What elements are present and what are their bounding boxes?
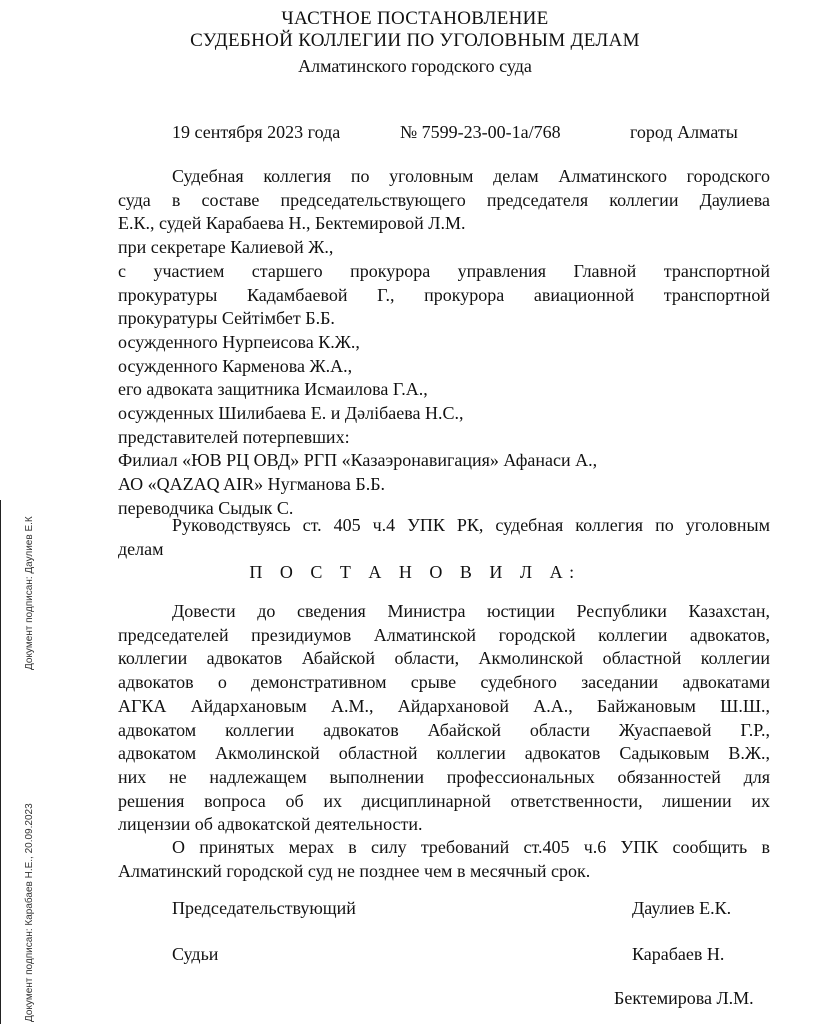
composition-line: переводчика Сыдык С. xyxy=(118,497,294,518)
composition-line: АО «QAZAQ AIR» Нугманова Б.Б. xyxy=(118,474,386,495)
composition-line: осужденного Нурпеисова К.Ж., xyxy=(118,331,360,352)
composition-line: прокуратуры Сейтімбет Б.Б. xyxy=(118,308,335,329)
composition-line: осужденных Шилибаева Е. и Дәлібаева Н.С., xyxy=(118,403,464,424)
presiding-label: Председательствующий xyxy=(172,898,356,918)
judge-name-1: Карабаев Н. xyxy=(632,944,725,964)
decree-line: Довести до сведения Министра юстиции Республики Казахстан, xyxy=(172,601,770,621)
margin-signature-stamp-1: Документ подписан: Даулиев Е.К xyxy=(24,516,35,670)
decree-line: адвокатом коллегии адвокатов Абайской области Жуаспаевой Г.Р., xyxy=(118,719,770,740)
composition-line: с участием старшего прокурора управления Главной транспортной xyxy=(118,260,770,281)
case-number: № 7599-23-00-1а/768 xyxy=(400,122,561,142)
document-subtitle: СУДЕБНОЙ КОЛЛЕГИИ ПО УГОЛОВНЫМ ДЕЛАМ xyxy=(190,30,640,51)
composition-line: представителей потерпевших: xyxy=(118,426,350,447)
decree-line: них не надлежащем выполнении профессиональных обязанностей для xyxy=(118,766,770,787)
guided-line: Руководствуясь ст. 405 ч.4 УПК РК, судебная коллегия по уголовным xyxy=(172,515,770,535)
decree-heading: П О С Т А Н О В И Л А: xyxy=(249,562,581,582)
document-date: 19 сентября 2023 года xyxy=(172,122,341,142)
decree-line: коллегии адвокатов Абайской области, Акмолинской областной коллегии xyxy=(118,648,770,669)
judges-label: Судьи xyxy=(172,944,219,964)
decree-line: председателей президиумов Алматинской городской коллегии адвокатов, xyxy=(118,624,770,645)
composition-line: осужденного Карменова Ж.А., xyxy=(118,355,353,376)
document-title: ЧАСТНОЕ ПОСТАНОВЛЕНИЕ xyxy=(281,8,549,29)
composition-line: прокуратуры Кадамбаевой Г., прокурора авиационной транспортной xyxy=(118,284,770,305)
court-name: Алматинского городского суда xyxy=(298,56,532,76)
composition-line: его адвоката защитника Исмаилова Г.А., xyxy=(118,379,428,400)
margin-signature-stamp-2: Документ подписан: Карабаев Н.Е., 20.09.2023 xyxy=(24,803,35,1022)
composition-line: при секретаре Калиевой Ж., xyxy=(118,237,334,258)
measures-section xyxy=(118,836,770,883)
composition-line: суда в составе председательствующего председателя коллегии Даулиева xyxy=(118,189,770,210)
measures-line: Алматинский городской суд не позднее чем в месячный срок. xyxy=(118,860,591,881)
guided-line: делам xyxy=(118,538,164,559)
city: город Алматы xyxy=(630,122,738,142)
presiding-name: Даулиев Е.К. xyxy=(632,898,732,918)
decree-line: лицензии об адвокатской деятельности. xyxy=(118,814,423,835)
decree-section xyxy=(118,600,770,837)
decree-line: адвокатом Акмолинской областной коллегии адвокатов Садыковым В.Ж., xyxy=(118,743,770,764)
composition-section xyxy=(118,165,770,521)
judge-name-2: Бектемирова Л.М. xyxy=(614,988,754,1008)
decree-line: решения вопроса об их дисциплинарной ответственности, лишении их xyxy=(118,790,770,811)
composition-line: Судебная коллегия по уголовным делам Алматинского городского xyxy=(172,166,770,186)
guided-section xyxy=(118,514,770,561)
composition-line: Филиал «ЮВ РЦ ОВД» РГП «Казаэронавигация» Афанаси А., xyxy=(118,450,598,471)
measures-line: О принятых мерах в силу требований ст.405 ч.6 УПК сообщить в xyxy=(172,837,770,857)
decree-line: АГКА Айдархановым А.М., Айдархановой А.А., Байжановым Ш.Ш., xyxy=(118,695,770,716)
decree-line: адвокатов о демонстративном срыве судебного заседании адвокатами xyxy=(118,672,770,693)
composition-line: Е.К., судей Карабаева Н., Бектемировой Л.М. xyxy=(118,213,466,234)
